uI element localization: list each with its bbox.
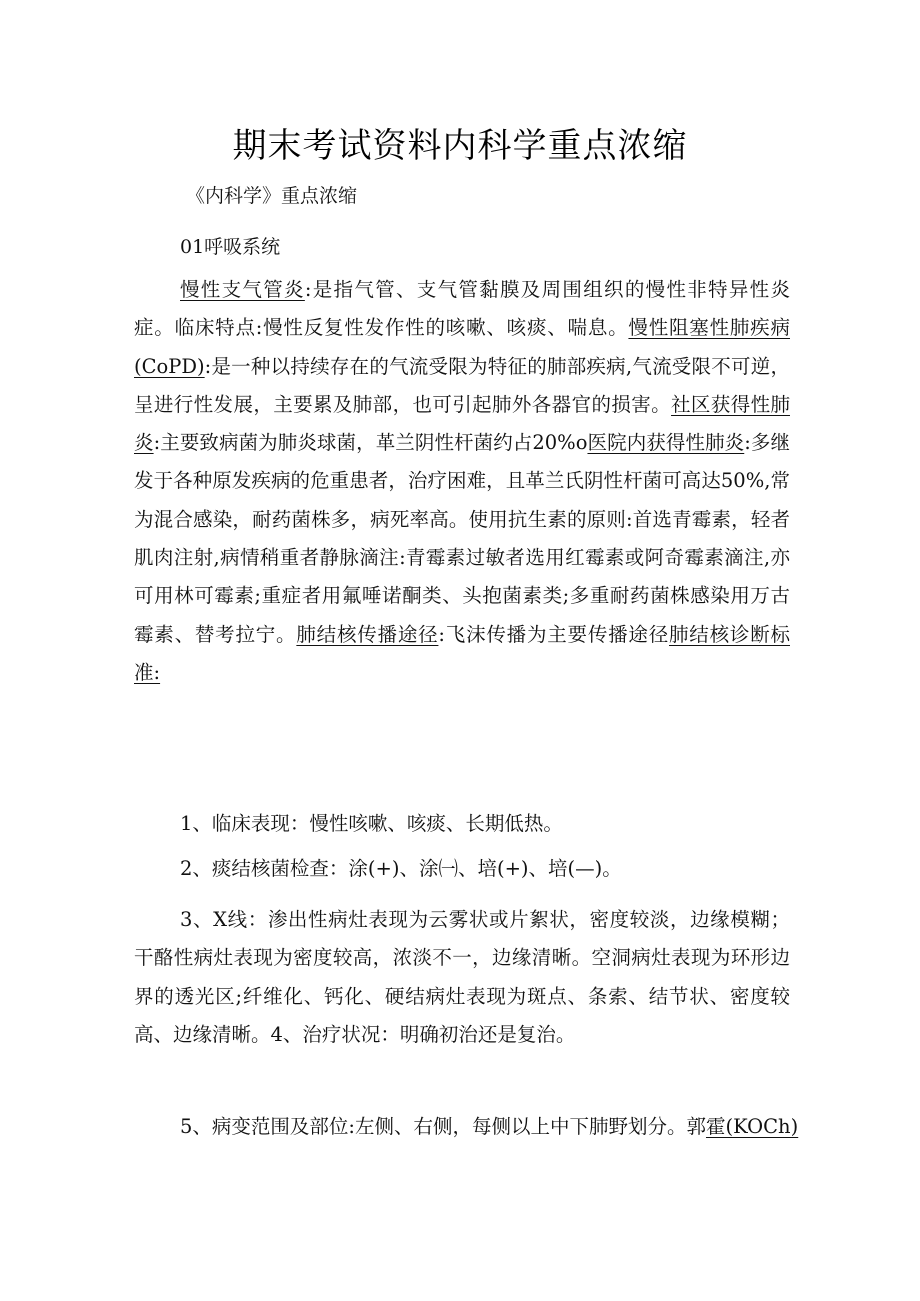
list-item-clinical: 1、临床表现：慢性咳嗽、咳痰、长期低热。	[180, 812, 563, 835]
term-tb-diagnosis: 肺结核诊断标准:	[134, 622, 790, 684]
text-segment: :是一种以持续存在的气流受限为特征的肺部疾病,气流受限不可逆，呈进行性发展，主要累及肺部，也可引起肺外各器官的损害。	[134, 354, 790, 416]
term-hospital-pneumonia: 医院内获得性肺炎	[587, 431, 745, 455]
term-community-pneumonia: 社区获得性肺炎	[134, 392, 790, 455]
text-segment: :主要致病菌为肺炎球菌，革兰阴性杆菌约占20%o	[153, 431, 588, 455]
term-koch: 霍(KOCh)	[705, 1115, 799, 1138]
paragraph-xray: 3、X线：渗出性病灶表现为云雾状或片絮状，密度较淡，边缘模糊；干酪性病灶表现为密度较高，浓淡不一，边缘清晰。空洞病灶表现为环形边界的透光区;纤维化、钙化、硬结病灶表现为斑点、条索、结节状、密度较高、边缘清晰。4、治疗状况：明确初治还是复治。	[134, 908, 790, 1046]
term-chronic-bronchitis: 慢性支气管炎	[180, 278, 305, 301]
document-subtitle: 《内科学》重点浓缩	[186, 185, 358, 207]
paragraph-respiratory-diseases	[134, 271, 790, 692]
list-item-sputum: 2、痰结核菌检查：涂(+)、涂㈠、培(+)、培(—)。	[180, 857, 622, 880]
paragraph-lesion-range	[134, 1108, 799, 1146]
text-segment: :是指气管、支气管黏膜及周围组织的慢性非特异性炎症。临床特点:慢性反复性发作性的咳嗽、咳痰、喘息。	[134, 278, 790, 340]
document-title: 期末考试资料内科学重点浓缩	[232, 126, 688, 166]
term-copd: 慢性阻塞性肺疾病(CoPD)	[134, 316, 790, 378]
section-heading: 01呼吸系统	[180, 236, 281, 258]
text-segment: 5、病变范围及部位:左侧、右侧，每侧以上中下肺野划分。郭	[180, 1115, 706, 1138]
text-segment: :多继发于各种原发疾病的危重患者，治疗困难，且革兰氏阴性杆菌可高达50%,常为混合感染，耐药菌株多，病死率高。使用抗生素的原则:首选青霉素，轻者肌肉注射,病情稍重者静脉滴注:青霉素过敏者选用红霉素或阿奇霉素滴注,亦可用林可霉素;重症者用氟唾诺酮类、头抱菌素类;多重耐药菌株感染用万古霉素、替考拉宁。	[134, 431, 790, 646]
term-tb-transmission: 肺结核传播途径	[296, 622, 439, 646]
text-segment: :飞沫传播为主要传播途径	[438, 622, 670, 646]
